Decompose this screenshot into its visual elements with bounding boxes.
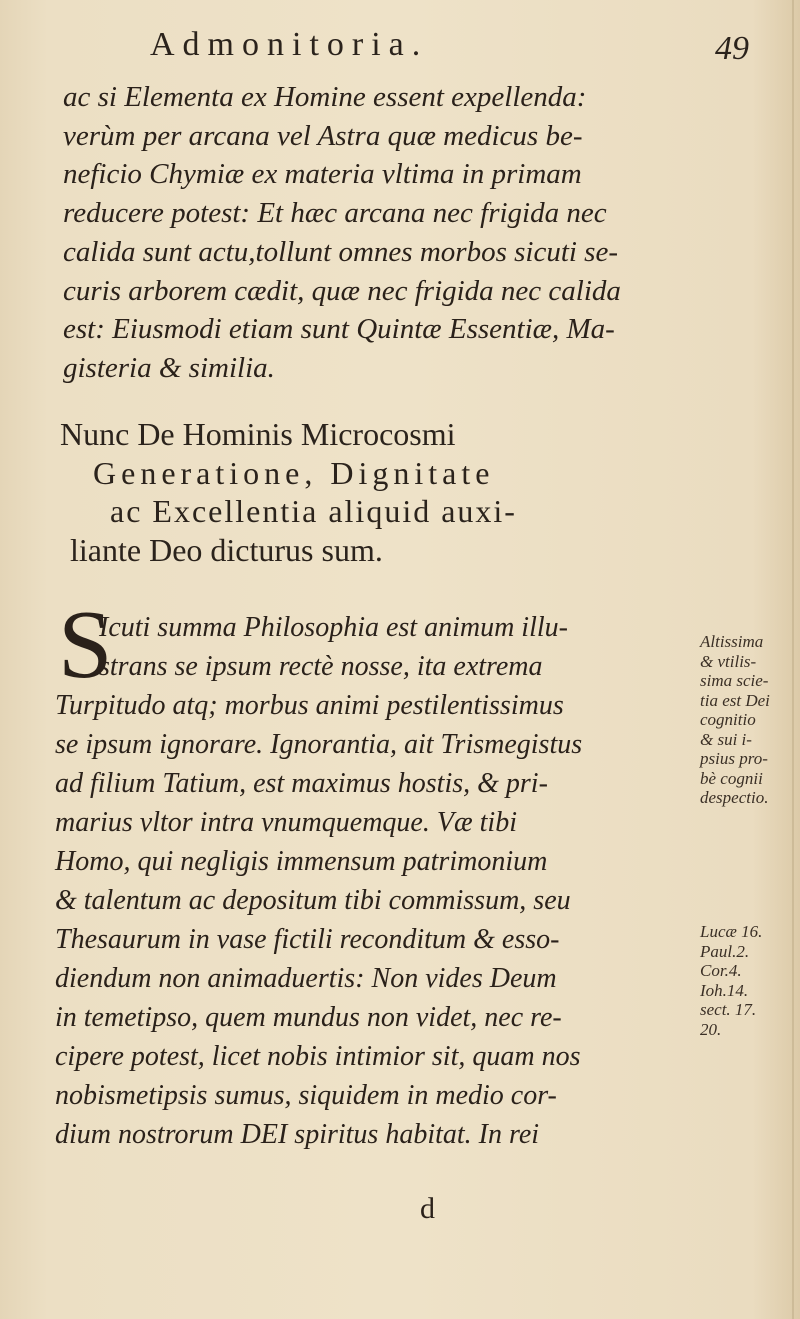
text-line: Thesaurum in vase fictili reconditum & esso- [55,924,560,955]
text-line: Turpitudo atq; morbus animi pestilentissimus [55,690,564,721]
text-line: Icuti summa Philosophia est animum illu- [99,612,568,643]
text-line: est: Eiusmodi etiam sunt Quintæ Essentiæ, Ma- [63,313,615,346]
title-line: Nunc De Hominis Microcosmi [60,416,456,452]
top-paragraph [63,78,733,388]
margin-line: despectio. [700,788,769,807]
margin-ref: Ioh.14. [700,980,749,1000]
margin-line: cognitio [700,710,756,729]
text-line: Homo, qui negligis immensum patrimonium [55,846,548,877]
running-head: Admonitoria. [150,26,429,63]
section-title [60,415,760,569]
text-line: strans se ipsum rectè nosse, ita extrema [99,651,543,682]
margin-line: tia est Dei [700,690,770,710]
text-line: gisteria & similia. [63,351,275,384]
margin-line: Altissima [700,632,764,651]
margin-ref: 20. [700,1019,722,1039]
text-line: in temetipso, quem mundus non videt, nec re- [55,1002,562,1033]
margin-line: sima scie- [700,671,769,690]
title-line: ac Excellentia aliquid auxi- [110,493,517,529]
text-line: calida sunt actu,tollunt omnes morbos sicuti se- [63,235,618,268]
text-line: nobismetipsis sumus, siquidem in medio cor- [55,1080,557,1111]
title-line: liante Deo dicturus sum. [70,531,383,568]
title-line: Generatione, Dignitate [93,454,495,491]
margin-ref: sect. 17. [700,1000,757,1019]
page-header [0,26,800,70]
margin-line: & sui i- [700,729,752,749]
text-line: marius vltor intra vnumquemque. Væ tibi [55,807,517,838]
text-line: reducere potest: Et hæc arcana nec frigida nec [63,197,607,230]
margin-references [700,922,796,1039]
text-line: neficio Chymiæ ex materia vltima in primam [63,158,582,191]
page-number: 49 [715,30,749,67]
text-line: cipere potest, licet nobis intimior sit, quam nos [55,1041,581,1072]
text-line: ac si Elementa ex Homine essent expellenda: [63,81,587,113]
text-line: verùm per arcana vel Astra quæ medicus be- [63,119,583,152]
text-line: dium nostrorum DEI spiritus habitat. In rei [55,1119,540,1150]
catchword: d [420,1192,435,1225]
margin-ref: Cor.4. [700,961,742,980]
text-line: diendum non animaduertis: Non vides Deum [55,963,557,994]
margin-line: bè cognii [700,768,763,788]
margin-line: psius pro- [700,749,768,768]
margin-line: & vtilis- [700,651,757,671]
drop-cap: S [58,591,113,699]
text-line: & talentum ac depositum tibi commissum, seu [55,885,571,916]
margin-ref: Lucæ 16. [700,922,763,941]
main-paragraph [55,608,695,1154]
text-line: se ipsum ignorare. Ignorantia, ait Trismegistus [55,729,583,760]
text-line: curis arborem cædit, quæ nec frigida nec calida [63,274,621,307]
margin-ref: Paul.2. [700,941,750,961]
text-line: ad filium Tatium, est maximus hostis, & pri- [55,768,548,799]
margin-note [700,632,796,808]
